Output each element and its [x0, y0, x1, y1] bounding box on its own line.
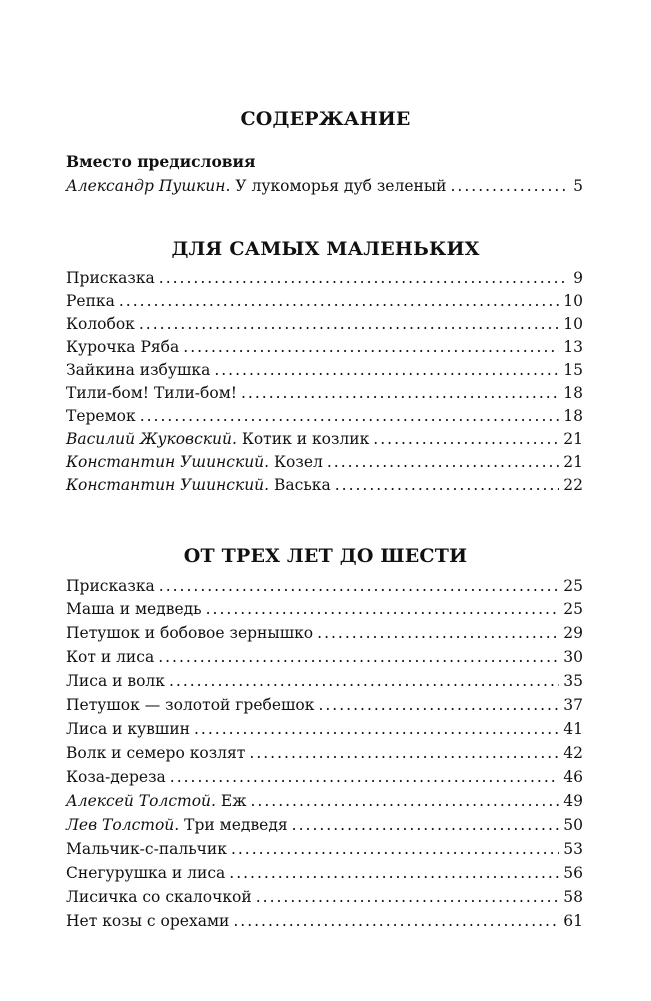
entry-title: Петушок и бобовое зернышко: [66, 624, 314, 642]
toc-entry: [66, 313, 583, 335]
entry-title: Лисичка со скалочкой: [66, 888, 252, 906]
entry-title: Кот и лиса: [66, 648, 155, 666]
entry-page: 42: [563, 744, 583, 762]
leader-dots: [241, 382, 559, 404]
leader-dots: [327, 451, 559, 473]
toc-entry: [66, 451, 583, 473]
toc-entry: [66, 336, 583, 358]
leader-dots: [373, 428, 559, 450]
entry-author: Александр Пушкин.: [66, 177, 231, 195]
entry-page: 29: [563, 624, 583, 642]
entry-title: Нет козы с орехами: [66, 912, 230, 930]
leader-dots: [206, 598, 560, 620]
entry-page: 18: [563, 407, 583, 425]
toc-entry: [66, 175, 583, 197]
toc-entry: [66, 670, 583, 692]
leader-dots: [292, 814, 560, 836]
entry-title: Волк и семеро козлят: [66, 744, 246, 762]
leader-dots: [335, 474, 560, 496]
entry-page: 5: [573, 177, 583, 195]
entry-page: 58: [563, 888, 583, 906]
entry-page: 50: [563, 816, 583, 834]
entry-title: Еж: [220, 792, 247, 810]
entry-page: 13: [563, 338, 583, 356]
entry-title: Присказка: [66, 269, 155, 287]
entry-title: Петушок — золотой гребешок: [66, 696, 315, 714]
leader-dots: [183, 336, 559, 358]
leader-dots: [214, 359, 559, 381]
entry-page: 21: [563, 430, 583, 448]
entry-page: 15: [563, 361, 583, 379]
toc-entry: [66, 474, 583, 496]
toc-entry: [66, 359, 583, 381]
entry-page: 30: [563, 648, 583, 666]
toc-entry: [66, 598, 583, 620]
entry-title: Три медведя: [184, 816, 288, 834]
entry-title: Снегурушка и лиса: [66, 864, 226, 882]
entry-page: 49: [563, 792, 583, 810]
entry-page: 9: [573, 269, 583, 287]
entry-title: Теремок: [66, 407, 136, 425]
toc-entry: [66, 694, 583, 716]
leader-dots: [250, 790, 559, 812]
entry-title: У лукоморья дуб зеленый: [235, 177, 447, 195]
entry-title: Котик и козлик: [241, 430, 370, 448]
entry-page: 46: [563, 768, 583, 786]
toc-entry: [66, 718, 583, 740]
leader-dots: [249, 742, 559, 764]
toc-entry: [66, 862, 583, 884]
toc-entry: [66, 814, 583, 836]
entry-page: 21: [563, 453, 583, 471]
leader-dots: [159, 575, 560, 597]
entry-page: 53: [563, 840, 583, 858]
toc-entry: [66, 622, 583, 644]
leader-dots: [170, 766, 559, 788]
toc-entry: [66, 886, 583, 908]
entry-author: Константин Ушинский.: [66, 476, 270, 494]
section-heading: ДЛЯ САМЫХ МАЛЕНЬКИХ: [171, 238, 480, 260]
entry-title: Тили-бом! Тили-бом!: [66, 384, 237, 402]
leader-dots: [451, 175, 570, 197]
leader-dots: [231, 838, 559, 860]
entry-title: Коза-дереза: [66, 768, 166, 786]
entry-title: Мальчик-с-пальчик: [66, 840, 227, 858]
entry-title: Васька: [274, 476, 331, 494]
entry-author: Лев Толстой.: [66, 816, 180, 834]
entry-author: Константин Ушинский.: [66, 453, 270, 471]
leader-dots: [140, 405, 560, 427]
leader-dots: [317, 622, 559, 644]
entry-author: Алексей Толстой.: [66, 792, 216, 810]
entry-title: Репка: [66, 292, 115, 310]
toc-entry: [66, 290, 583, 312]
toc-entry: [66, 646, 583, 668]
toc-entry: [66, 382, 583, 404]
section-heading: ОТ ТРЕХ ЛЕТ ДО ШЕСТИ: [183, 545, 468, 567]
toc-entry: [66, 575, 583, 597]
entry-title: Курочка Ряба: [66, 338, 180, 356]
entry-page: 56: [563, 864, 583, 882]
toc-entry: [66, 405, 583, 427]
toc-title: СОДЕРЖАНИЕ: [240, 108, 411, 130]
leader-dots: [229, 862, 559, 884]
leader-dots: [194, 718, 559, 740]
toc-entry: [66, 267, 583, 289]
entry-page: 41: [563, 720, 583, 738]
entry-page: 18: [563, 384, 583, 402]
entry-page: 10: [563, 292, 583, 310]
entry-page: 25: [563, 600, 583, 618]
toc-entry: [66, 910, 583, 932]
leader-dots: [158, 646, 559, 668]
entry-page: 37: [563, 696, 583, 714]
entry-page: 61: [563, 912, 583, 930]
intro-heading: Вместо предисловия: [66, 152, 256, 171]
entry-title: Зайкина избушка: [66, 361, 211, 379]
toc-entry: [66, 742, 583, 764]
entry-author: Василий Жуковский.: [66, 430, 237, 448]
entry-page: 22: [563, 476, 583, 494]
entry-page: 25: [563, 577, 583, 595]
leader-dots: [119, 290, 559, 312]
entry-page: 10: [563, 315, 583, 333]
entry-title: Лиса и волк: [66, 672, 165, 690]
toc-entry: [66, 766, 583, 788]
entry-title: Козел: [274, 453, 323, 471]
leader-dots: [318, 694, 559, 716]
leader-dots: [256, 886, 560, 908]
leader-dots: [169, 670, 559, 692]
toc-entry: [66, 838, 583, 860]
entry-page: 35: [563, 672, 583, 690]
toc-entry: [66, 428, 583, 450]
leader-dots: [159, 267, 569, 289]
entry-title: Колобок: [66, 315, 135, 333]
leader-dots: [233, 910, 559, 932]
toc-entry: [66, 790, 583, 812]
leader-dots: [139, 313, 559, 335]
entry-title: Маша и медведь: [66, 600, 202, 618]
entry-title: Присказка: [66, 577, 155, 595]
entry-title: Лиса и кувшин: [66, 720, 190, 738]
